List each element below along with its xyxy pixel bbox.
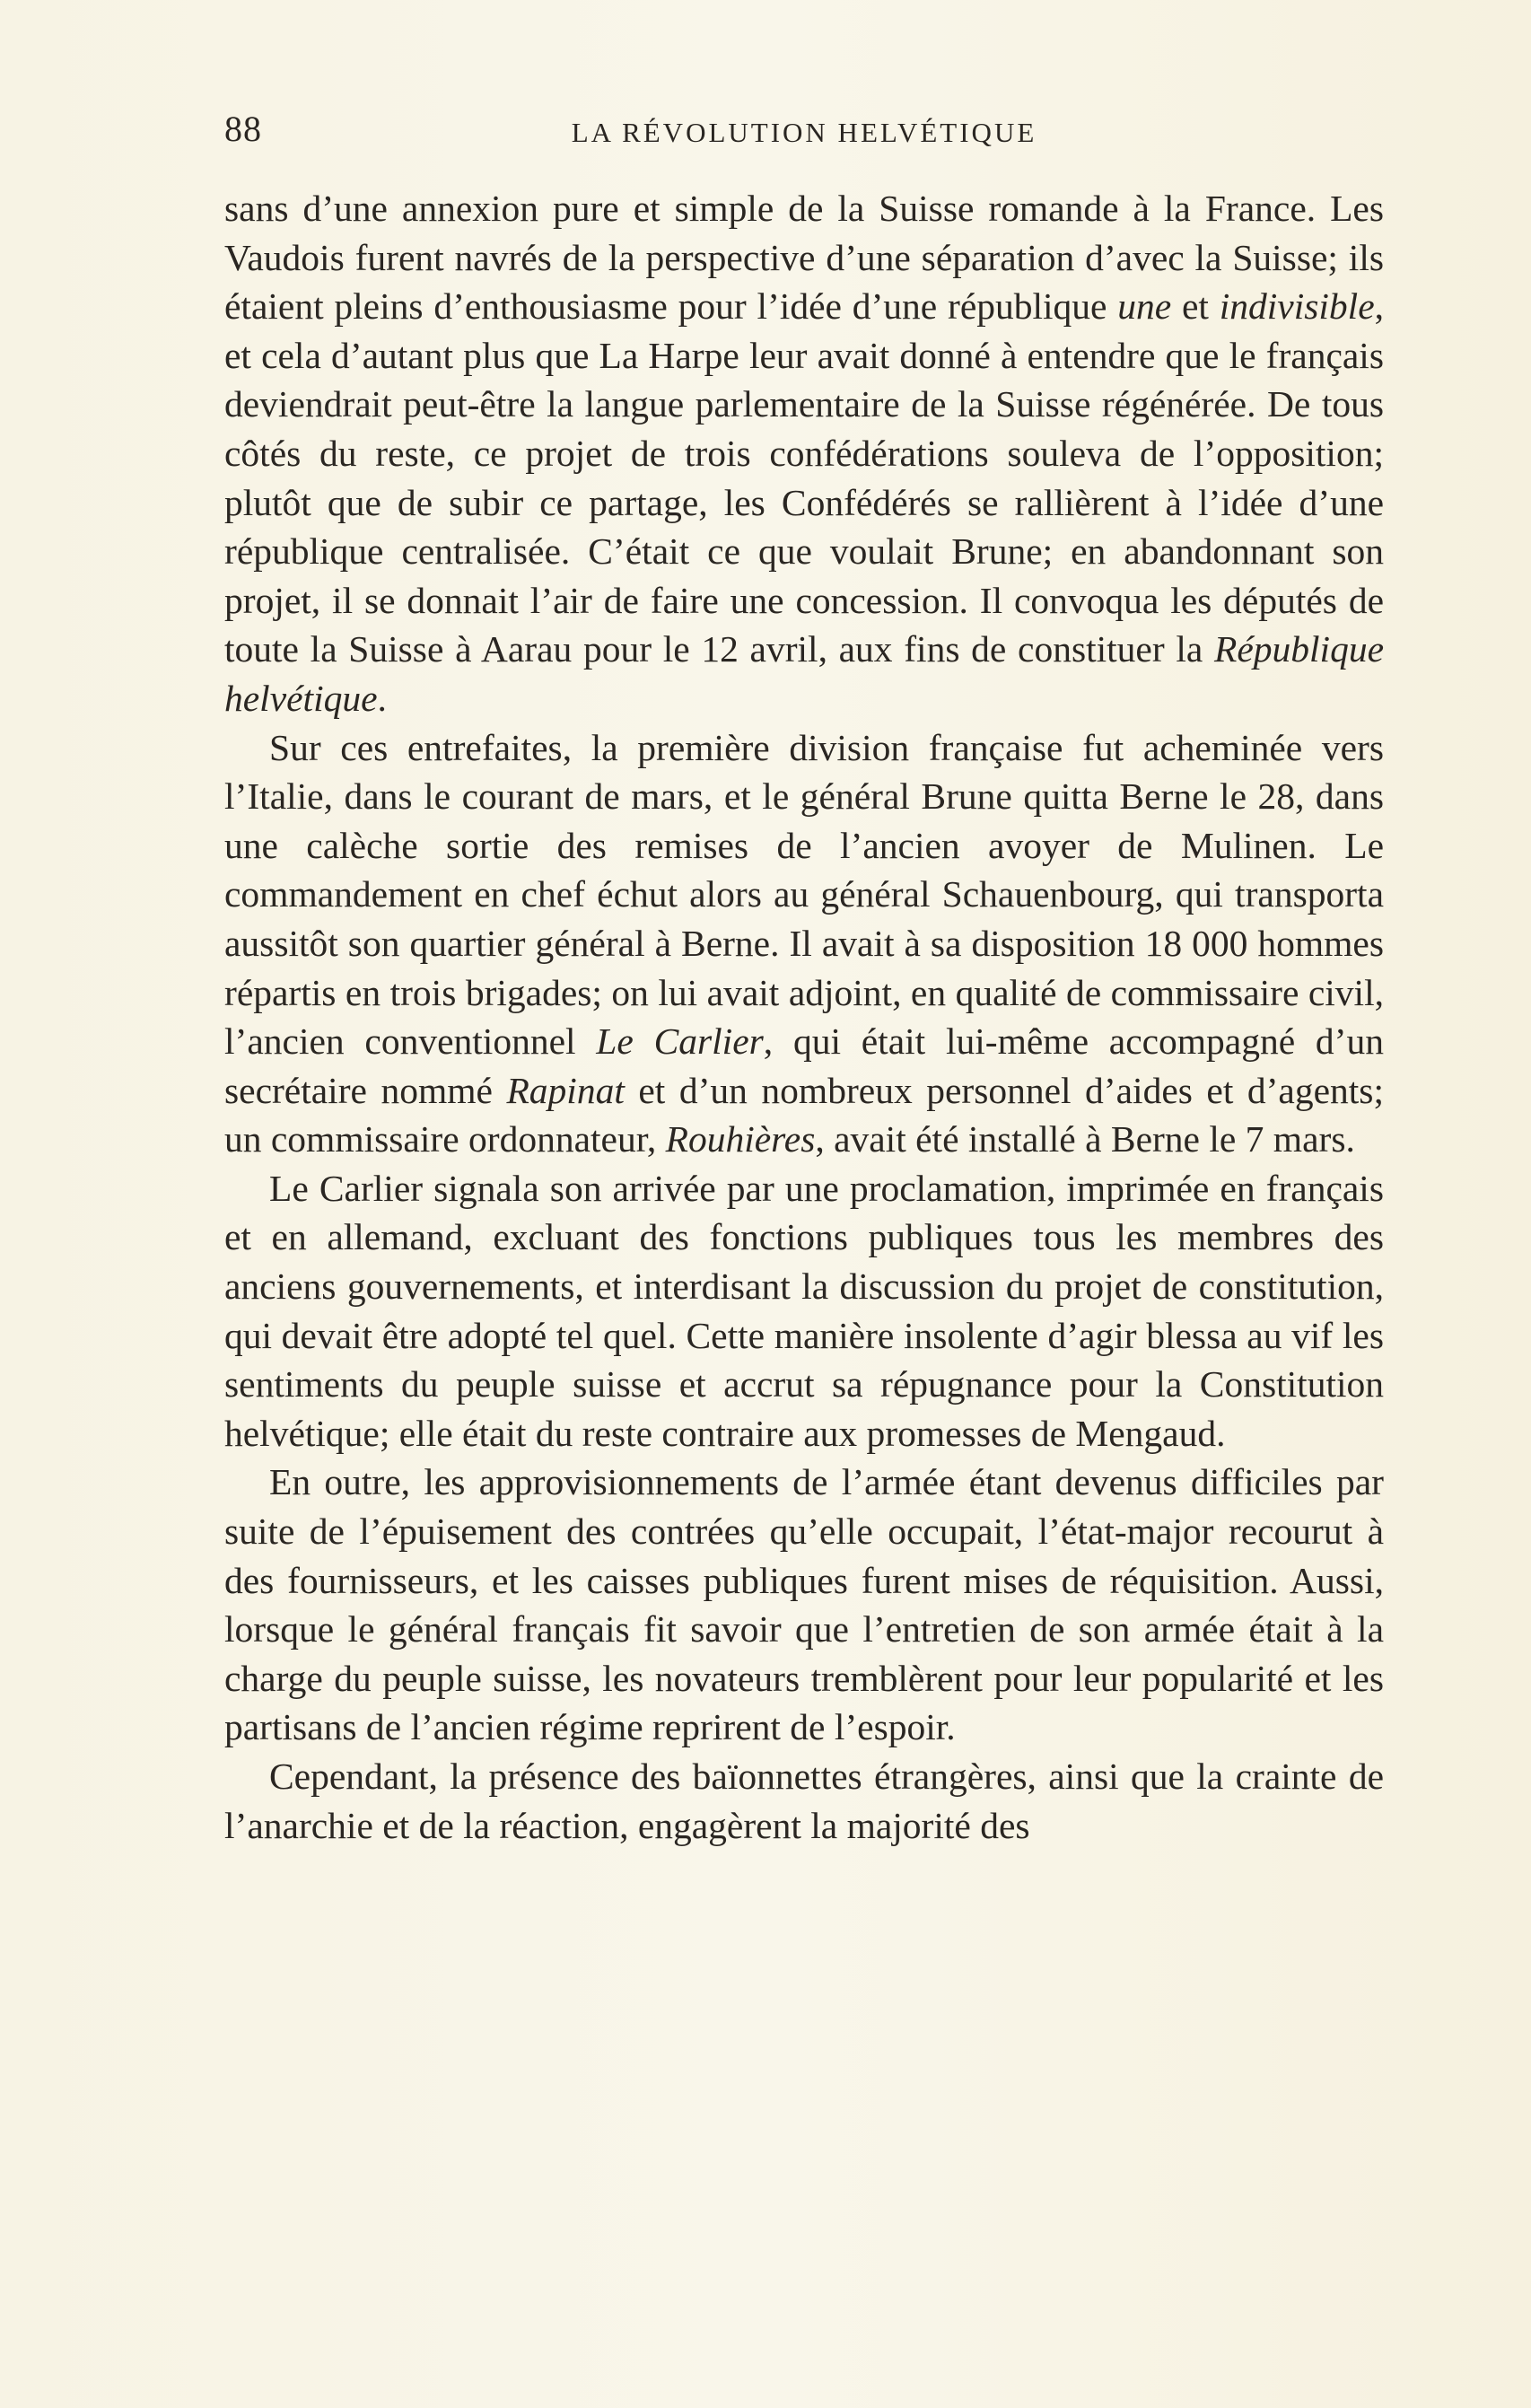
running-title: LA RÉVOLUTION HELVÉTIQUE: [571, 117, 1037, 148]
italic-text: indivisible: [1219, 285, 1375, 328]
italic-text: Le Carlier: [596, 1020, 764, 1063]
paragraph: [224, 723, 1384, 1164]
text-run: , et cela d’autant plus que La Harpe leur avait donné à entendre que le français deviendrait peut-être la langue parlementaire de la Suisse régénérée. De tous côtés du reste, ce projet de trois confédérations souleva de l’opposition; plutôt que de subir ce partage, les Confédérés se rallièrent à l’idée d’une république centralisée. C’était ce que voulait Brune; en abandonnant son projet, il se donnait l’air de faire une concession. Il convoqua les députés de toute la Suisse à Aarau pour le 12 avril, aux fins de constituer la: [224, 285, 1384, 670]
text-run: et d’un nombreux personnel d’aides et d’agents; un commissaire ordonnateur,: [224, 1069, 1384, 1160]
text-run: En outre, les approvisionnements de l’armée étant devenus difficiles par suite de l’épuisement des contrées qu’elle occupait, l’état-major recourut à des fournisseurs, et les caisses publiques furent mises de réquisition. Aussi, lorsque le général français fit savoir que l’entretien de son armée était à la charge du peuple suisse, les novateurs tremblèrent pour leur popularité et les partisans de l’ancien régime reprirent de l’espoir.: [224, 1461, 1384, 1748]
text-run: et: [1171, 285, 1220, 328]
italic-text: Rapinat: [506, 1069, 625, 1111]
paragraph: [224, 1164, 1384, 1458]
italic-text: Rouhières: [665, 1118, 816, 1160]
text-run: sans d’une annexion pure et simple de la Suisse romande à la France. Les Vaudois furent navrés de la perspective d’une séparation d’avec la Suisse; ils étaient pleins d’enthousiasme pour l’idée d’une république: [224, 188, 1384, 328]
paragraph: [224, 1752, 1384, 1850]
paragraph: [224, 184, 1384, 723]
body-text: [224, 184, 1384, 1850]
text-run: , qui était lui-même accompagné d’un secrétaire nommé: [224, 1020, 1384, 1111]
italic-text: République helvétique: [224, 628, 1384, 719]
page-header: [224, 108, 1384, 162]
text-run: , avait été installé à Berne le 7 mars.: [815, 1118, 1355, 1160]
paragraph: [224, 1458, 1384, 1752]
text-run: Cependant, la présence des baïonnettes étrangères, ainsi que la crainte de l’anarchie et de la réaction, engagèrent la majorité des: [224, 1756, 1384, 1846]
italic-text: une: [1117, 285, 1172, 328]
page-number: 88: [224, 109, 262, 149]
text-run: Le Carlier signala son arrivée par une proclamation, imprimée en français et en allemand, excluant des fonctions publiques tous les membres des anciens gouvernements, et interdisant la discussion du projet de constitution, qui devait être adopté tel quel. Cette manière insolente d’agir blessa au vif les sentiments du peuple suisse et accrut sa répugnance pour la Constitution helvétique; elle était du reste contraire aux promesses de Mengaud.: [224, 1167, 1384, 1454]
text-run: .: [377, 677, 387, 719]
text-run: Sur ces entrefaites, la première division française fut acheminée vers l’Italie, dans le courant de mars, et le général Brune quitta Berne le 28, dans une calèche sortie des remises de l’ancien avoyer de Mulinen. Le commandement en chef échut alors au général Schauenbourg, qui transporta aussitôt son quartier général à Berne. Il avait à sa disposition 18 000 hommes répartis en trois brigades; on lui avait adjoint, en qualité de commissaire civil, l’ancien conventionnel: [224, 726, 1384, 1063]
